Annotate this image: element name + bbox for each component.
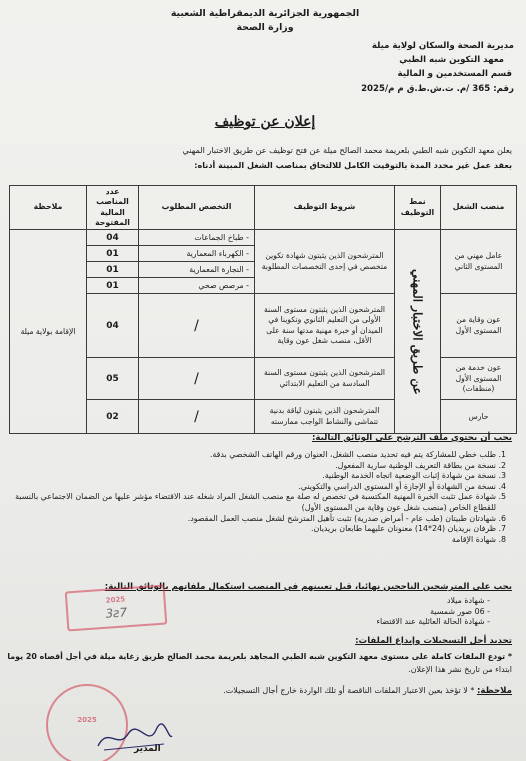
table-row	[10, 358, 517, 400]
republic-title: الجمهورية الجزائرية الديمقراطية الشعبية	[170, 8, 360, 19]
header-specialty: التخصص المطلوب	[139, 186, 255, 230]
successful-list	[252, 596, 512, 628]
conditions-cell: المترشحون الذين يثبتون لياقة بدنية تتماشى والنشاط الواجب ممارسته	[255, 400, 395, 434]
deadline-text-2: ابتداء من تاريخ نشر هذا الإعلان.	[408, 665, 512, 674]
post-cell: عون خدمة من المستوى الأول (منظفات)	[441, 358, 517, 400]
count-cell: 01	[87, 262, 139, 278]
ministry-title: وزارة الصحة	[236, 22, 294, 33]
specialty-cell: - مرصص صحي	[139, 278, 255, 294]
mode-cell	[395, 230, 441, 434]
header-post: منصب الشغل	[441, 186, 517, 230]
header-mode: نمط التوظيف	[395, 186, 441, 230]
list-item: 3. نسخة من شهادة إثبات الوضعية اتجاه الخدمة الوطنية.	[12, 471, 496, 482]
director-signature	[94, 720, 174, 754]
list-item-text: شهادة الحالة العائلية عند الاقتضاء	[376, 617, 485, 627]
table-row	[10, 400, 517, 434]
directorate-name: مديرية الصحة والسكان لولاية ميلة	[371, 41, 514, 51]
table-row	[10, 294, 517, 358]
registration-stamp: 2025 3ƨ7	[65, 585, 168, 632]
list-item-text: 06 صور شمسية	[430, 606, 485, 616]
conditions-cell: المترشحون الذين يثبتون مستوى السنة الأولى من التعليم الثانوي وتكوينا في الميدان أو خبرة مهنية مدتها سنة على الأقل، منصب شغل عون وقاية	[255, 294, 395, 358]
table-header-row	[10, 186, 517, 230]
list-item: - شهادة الحالة العائلية عند الاقتضاء	[376, 617, 490, 627]
department-name: قسم المستخدمين و المالية	[397, 69, 512, 79]
list-item: 4. نسخة من الشهادة أو الإجازة أو المستوى الدراسي والتكويني.	[12, 482, 496, 493]
list-item: 5. شهادة عمل تثبت الخبرة المهنية المكتسبة في تخصص له صلة مع منصب الشغل المراد شغله عند الاقتضاء مؤشر عليها من الضمان الاجتماعي بالنسبة للقطاع الخاص (منصب شغل عون وقاية من المستوى الأول)	[12, 492, 496, 513]
post-cell: حارس	[441, 400, 517, 434]
count-cell: 04	[87, 230, 139, 246]
specialty-cell: /	[139, 358, 255, 400]
header-notes: ملاحظة	[10, 186, 87, 230]
note-text: * لا تؤخذ بعين الاعتبار الملفات الناقصة أو تلك الواردة خارج أجال التسجيلات.	[223, 686, 475, 695]
intro-line-1: يعلن معهد التكوين شبه الطبي بلعريمة محمد الصالح ميلة عن فتح توظيف عن طريق الاختبار المهني	[182, 145, 512, 155]
reference-number: رقم: 365 /م. ت.ش.ط.ق م م/2025	[361, 84, 514, 94]
deadline-text-1: * تودع الملفات كاملة على مستوى معهد التكوين شبه الطبي المجاهد بلعريمة محمد الصالح طريق زغاية ميلة في أجل أقصاه 20 يوما	[7, 652, 512, 661]
post-cell: عون وقاية من المستوى الأول	[441, 294, 517, 358]
recruitment-table	[9, 185, 517, 434]
conditions-cell: المترشحون الذين يثبتون مستوى السنة السادسة من التعليم الابتدائي	[255, 358, 395, 400]
successful-title: يجب على المترشحين الناجحين نهائيا، قبل تعيينهم في المنصب استكمال ملفاتهم بالوثائق التالية:	[104, 582, 512, 592]
director-title: المدير	[134, 744, 161, 754]
header-conditions: شروط التوظيف	[255, 186, 395, 230]
deadline-title: تحديد أجل التسجيلات وإيداع الملفات:	[355, 636, 512, 646]
documents-list	[12, 450, 512, 545]
specialty-cell: /	[139, 294, 255, 358]
notes-cell: الإقامة بولاية ميلة	[10, 230, 87, 434]
list-item: 8. شهادة الإقامة	[12, 535, 496, 546]
institute-seal: 2025	[46, 684, 128, 761]
table-row	[10, 230, 517, 246]
note-label: ملاحظة:	[476, 686, 512, 696]
list-item-text: شهادة ميلاد	[447, 596, 485, 605]
conditions-cell: المترشحون الذين يثبتون شهادة تكوين متخصص في إحدى التخصصات المطلوبة	[255, 230, 395, 294]
institute-name: معهد التكوين شبه الطبي	[399, 55, 504, 65]
announcement-title: إعلان عن توظيف	[214, 114, 316, 130]
list-item: 1. طلب خطي للمشاركة يتم فيه تحديد منصب الشغل، العنوان ورقم الهاتف الشخصي بدقة.	[12, 450, 496, 461]
documents-title: يجب أن يحتوي ملف الترشح على الوثائق التالية:	[311, 433, 512, 443]
list-item: - شهادة ميلاد	[447, 596, 490, 605]
list-item: 6. شهادتان طبيتان (طب عام - أمراض صدرية) تثبت تأهيل المترشح لشغل منصب العمل المقصود.	[12, 514, 496, 525]
count-cell: 04	[87, 294, 139, 358]
count-cell: 02	[87, 400, 139, 434]
count-cell: 01	[87, 246, 139, 262]
specialty-cell: - طباخ الجماعات	[139, 230, 255, 246]
post-cell: عامل مهني من المستوى الثاني	[441, 230, 517, 294]
specialty-cell: - النجارة المعمارية	[139, 262, 255, 278]
header-count: عدد المناصب المالية المفتوحة	[87, 186, 139, 230]
note	[223, 686, 512, 696]
list-item: - 06 صور شمسية	[430, 606, 490, 616]
count-cell: 05	[87, 358, 139, 400]
specialty-cell: /	[139, 400, 255, 434]
specialty-cell: - الكهرباء المعمارية	[139, 246, 255, 262]
intro-line-2: بعقد عمل غير محدد المدة بالتوقيت الكامل للالتحاق بمناصب الشغل المبينة أدناه:	[194, 160, 512, 170]
mode-vertical-text: عن طريق الاختبار المهني	[410, 268, 425, 395]
list-item: 7. ظرفان بريديان (24*14) معنونان عليهما طابعان بريديان.	[12, 524, 496, 535]
count-cell: 01	[87, 278, 139, 294]
list-item: 2. نسخة من بطاقة التعريف الوطنية سارية المفعول.	[12, 461, 496, 472]
